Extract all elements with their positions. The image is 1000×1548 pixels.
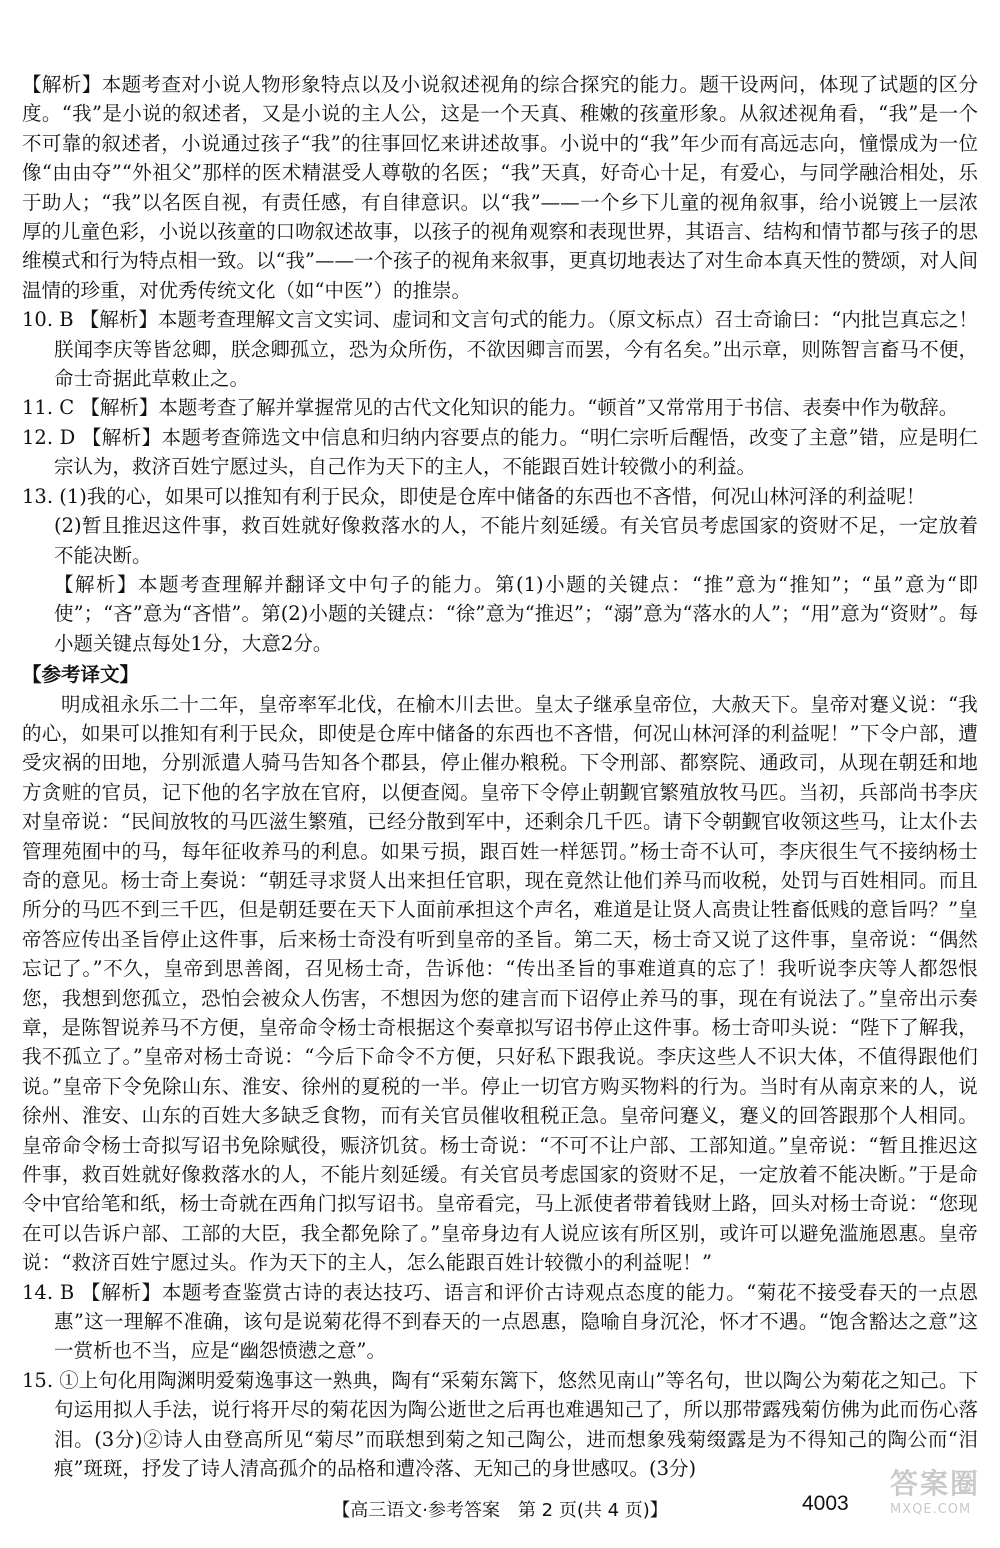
- paper-code: 4003: [802, 1492, 849, 1515]
- answer-q11: 11. C 【解析】本题考查了解并掌握常见的古代文化知识的能力。“顿首”又常常用于书信、表奏中作为敬辞。: [22, 396, 959, 420]
- analysis-q13: 【解析】本题考查理解并翻译文中句子的能力。第(1)小题的关键点：“推”意为“推知”；“虽”意为“即使”；“吝”意为“吝惜”。第(2)小题的关键点：“徐”意为“推迟”；“溺”意为“落水的人”；“用”意为“资财”。每小题关键点每处1分，大意2分。: [54, 572, 978, 655]
- answer-content: [22, 70, 978, 1484]
- analysis-q9: 【解析】本题考查对小说人物形象特点以及小说叙述视角的综合探究的能力。题干设两问，体现了试题的区分度。“我”是小说的叙述者，又是小说的主人公，这是一个天真、稚嫩的孩童形象。从叙述视角看，“我”是一个不可靠的叙述者，小说通过孩子“我”的往事回忆来讲述故事。小说中的“我”年少而有高远志向，憧憬成为一位像“由由夺”“外祖父”那样的医术精湛受人尊敬的名医；“我”天真，好奇心十足，有爱心，与同学融洽相处，乐于助人；“我”以名医自视，有责任感，有自律意识。以“我”——一个乡下儿童的视角叙事，给小说镀上一层浓厚的儿童色彩，小说以孩童的口吻叙述故事，以孩子的视角观察和表现世界，其语言、结构和情节都与孩子的思维模式和行为特点相一致。以“我”——一个孩子的视角来叙事，更真切地表达了对生命本真天性的赞颂，对人间温情的珍重，对优秀传统文化（如“中医”）的推崇。: [22, 73, 978, 302]
- watermark-logo: [890, 1462, 990, 1542]
- watermark-logo-url: MXQE.COM: [890, 1502, 972, 1517]
- answer-q13-part1: 13. (1)我的心，如果可以推知有利于民众，即使是仓库中储备的东西也不吝惜，何况山林河泽的利益呢！: [22, 484, 926, 508]
- page-footer: 【高三语文·参考答案 第 2 页(共 4 页)】: [332, 1500, 668, 1521]
- answer-q12: 12. D 【解析】本题考查筛选文中信息和归纳内容要点的能力。“明仁宗听后醒悟，改变了主意”错，应是明仁宗认为，救济百姓宁愿过头，自己作为天下的主人，不能跟百姓计较微小的利益。: [22, 425, 978, 479]
- watermark-logo-text: 答案圈: [890, 1467, 981, 1500]
- reference-translation-title: 【参考译文】: [22, 663, 140, 687]
- answer-q14: 14. B 【解析】本题考查鉴赏古诗的表达技巧、语言和评价古诗观点态度的能力。“菊花不接受春天的一点恩惠”这一理解不准确，该句是说菊花得不到春天的一点恩惠，隐喻自身沉沦，怀才不遇。“饱含豁达之意”这一赏析也不当，应是“幽怨愤懑之意”。: [22, 1280, 978, 1363]
- answer-q13-part2: (2)暂且推迟这件事，救百姓就好像救落水的人，不能片刻延缓。有关官员考虑国家的资财不足，一定放着不能决断。: [54, 514, 978, 567]
- answer-q15: 15. ①上句化用陶渊明爱菊逸事这一熟典，陶有“采菊东篱下，悠然见南山”等名句，世以陶公为菊花之知己。下句运用拟人手法，说行将开尽的菊花因为陶公逝世之后再也难遇知己了，所以那带露残菊仿佛为此而伤心落泪。(3分)②诗人由登高所见“菊尽”而联想到菊之知己陶公，进而想象残菊缀露是为不得知己的陶公而“泪痕”斑斑，抒发了诗人清高孤介的品格和遭冷落、无知己的身世感叹。(3分): [22, 1368, 978, 1481]
- answer-q10: 10. B 【解析】本题考查理解文言文实词、虚词和文言句式的能力。（原文标点）召士奇谕曰：“内批岂真忘之！朕闻李庆等皆忿卿，朕念卿孤立，恐为众所伤，不欲因卿言而罢，今有名矣。”出示章，则陈智言畜马不便，命士奇据此草敕止之。: [22, 308, 978, 391]
- reference-translation: 明成祖永乐二十二年，皇帝率军北伐，在榆木川去世。皇太子继承皇帝位，大赦天下。皇帝对蹇义说：“我的心，如果可以推知有利于民众，即使是仓库中储备的东西也不吝惜，何况山林河泽的利益呢！”下令户部，遭受灾祸的田地，分别派遣人骑马告知各个郡县，停止催办粮税。下令刑部、都察院、通政司，从现在朝廷和地方贪赃的官员，记下他的名字放在官府，以便查阅。皇帝下令停止朝觐官繁殖放牧马匹。当初，兵部尚书李庆对皇帝说：“民间放牧的马匹滋生繁殖，已经分散到军中，还剩余几千匹。请下令朝觐官收领这些马，让太仆去管理苑囿中的马，每年征收养马的利息。如果亏损，跟百姓一样惩罚。”杨士奇不认可，李庆很生气不接纳杨士奇的意见。杨士奇上奏说：“朝廷寻求贤人出来担任官职，现在竟然让他们养马而收税，处罚与百姓相同。而且所分的马匹不到三千匹，但是朝廷要在天下人面前承担这个声名，难道是让贤人高贵让牲畜低贱的意旨吗？”皇帝答应传出圣旨停止这件事，后来杨士奇没有听到皇帝的圣旨。第二天，杨士奇又说了这件事，皇帝说：“偶然忘记了。”不久，皇帝到思善阁，召见杨士奇，告诉他：“传出圣旨的事难道真的忘了！我听说李庆等人都怨恨您，我想到您孤立，恐怕会被众人伤害，不想因为您的建言而下诏停止养马的事，现在有说法了。”皇帝出示奏章，是陈智说养马不方便，皇帝命令杨士奇根据这个奏章拟写诏书停止这件事。杨士奇叩头说：“陛下了解我，我不孤立了。”皇帝对杨士奇说：“今后下命令不方便，只好私下跟我说。李庆这些人不识大体，不值得跟他们说。”皇帝下令免除山东、淮安、徐州的夏税的一半。停止一切官方购买物料的行为。当时有从南京来的人，说徐州、淮安、山东的百姓大多缺乏食物，而有关官员催收租税正急。皇帝问蹇义，蹇义的回答跟那个人相同。皇帝命令杨士奇拟写诏书免除赋役，赈济饥贫。杨士奇说：“不可不让户部、工部知道。”皇帝说：“暂且推迟这件事，救百姓就好像救落水的人，不能片刻延缓。有关官员考虑国家的资财不足，一定放着不能决断。”于是命令中官给笔和纸，杨士奇就在西角门拟写诏书。皇帝看完，马上派使者带着钱财上路，回头对杨士奇说：“您现在可以告诉户部、工部的大臣，我全都免除了。”皇帝身边有人说应该有所区别，或许可以避免滥施恩惠。皇帝说：“救济百姓宁愿过头。作为天下的主人，怎么能跟百姓计较微小的利益呢！”: [22, 692, 978, 1275]
